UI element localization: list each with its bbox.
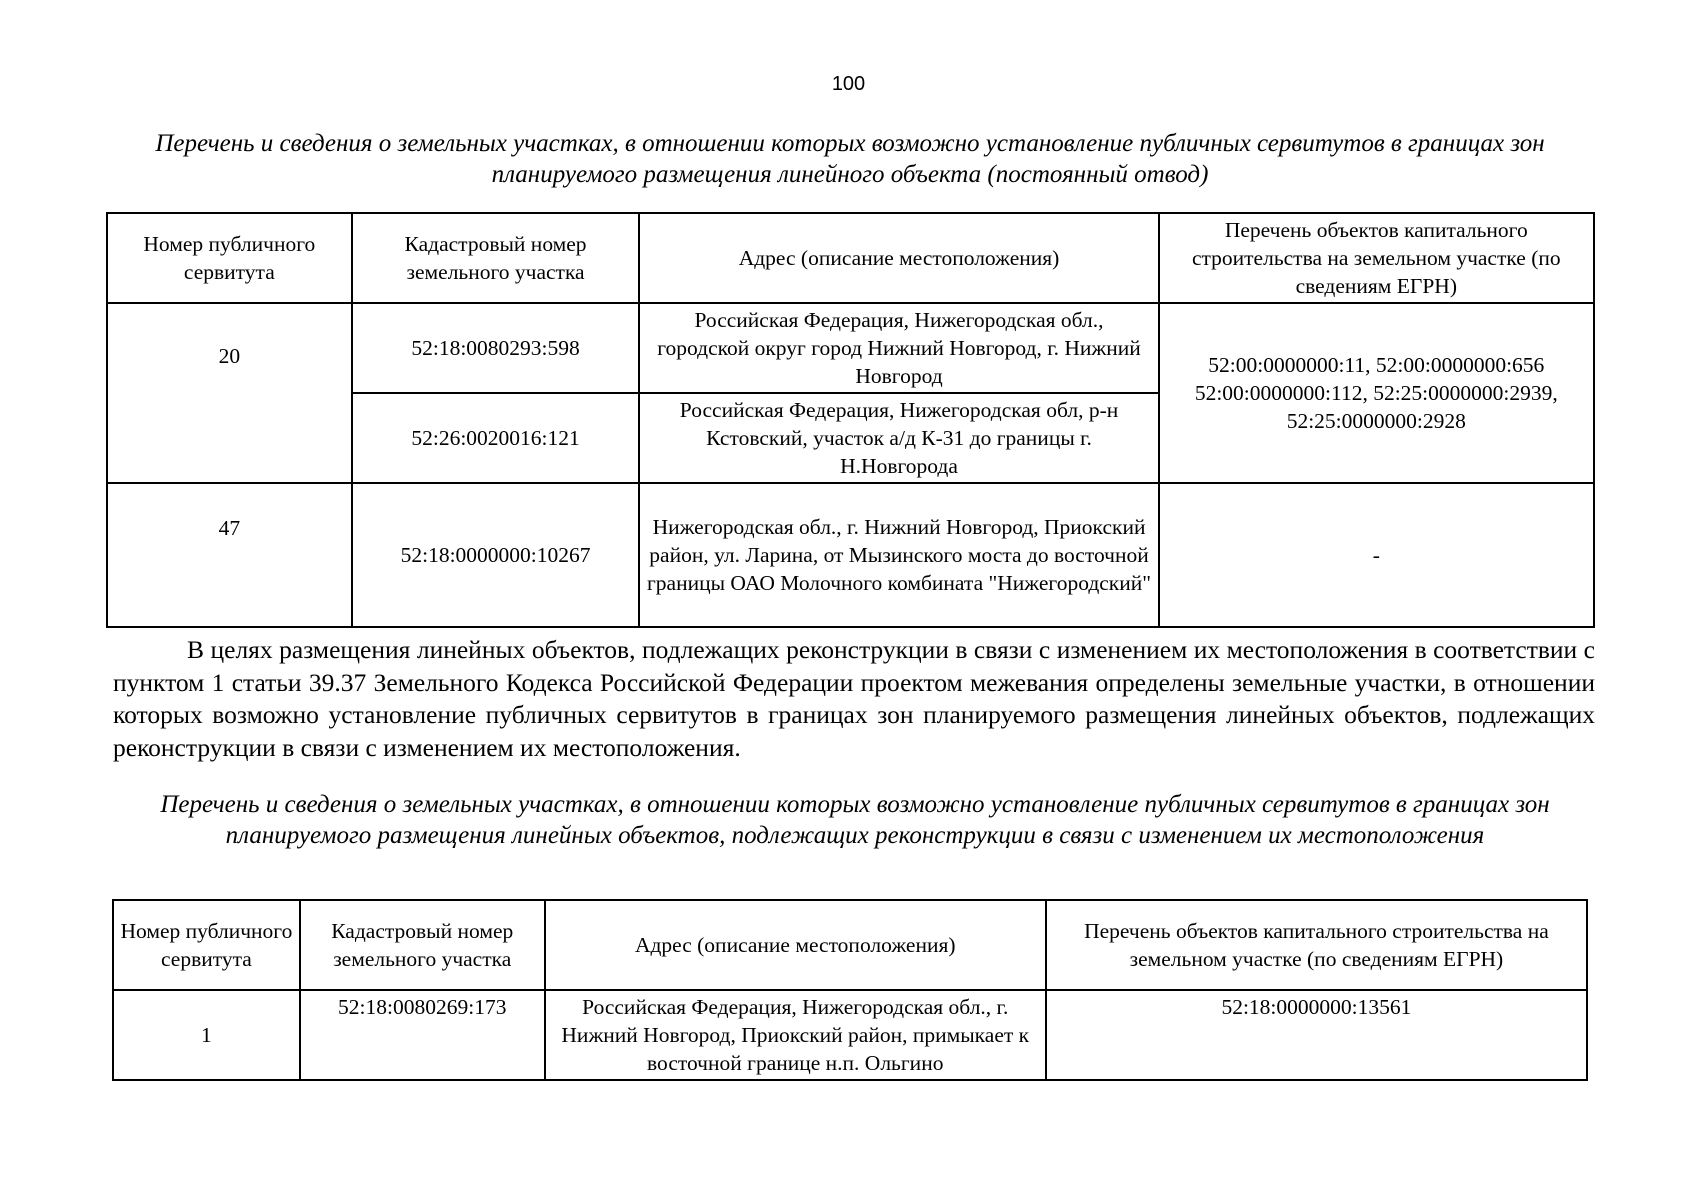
table1-header-row [107,213,1594,303]
objects-cell: - [1159,483,1594,627]
header-cadastral: Кадастровый номер земельного участка [300,900,545,990]
objects-line: 52:00:0000000:11, 52:00:0000000:656 [1208,353,1545,377]
header-cadastral: Кадастровый номер земельного участка [352,213,640,303]
objects-line: 52:00:0000000:112, 52:25:0000000:2939, [1194,381,1558,405]
servitude-number: 1 [113,990,300,1080]
cadastral-number: 52:18:0080293:598 [352,303,640,393]
address-cell: Российская Федерация, Нижегородская обл., г. Нижний Новгород, Приокский район, примыкает к восточной границе н.п. Ольгино [545,990,1046,1080]
table-row [107,303,1594,393]
objects-cell [1159,303,1594,483]
address-cell: Нижегородская обл., г. Нижний Новгород, Приокский район, ул. Ларина, от Мызинского моста до восточной границы ОАО Молочного комбината "Нижегородский" [639,483,1158,627]
table-row [113,990,1587,1080]
table1-caption: Перечень и сведения о земельных участках, в отношении которых возможно установление публичных сервитутов в границах зон планируемого размещения линейного объекта (постоянный отвод) [155,130,1545,188]
cadastral-number: 52:18:0080269:173 [300,990,545,1080]
header-objects: Перечень объектов капитального строительства на земельном участке (по сведениям ЕГРН) [1046,900,1587,990]
table1 [106,212,1595,628]
header-number: Номер публичного сервитута [107,213,352,303]
address-cell: Российская Федерация, Нижегородская обл, р-н Кстовский, участок а/д К-31 до границы г. Н.Новгорода [639,393,1158,483]
cadastral-number: 52:26:0020016:121 [352,393,640,483]
page-number: 100 [831,73,866,95]
header-number: Номер публичного сервитута [113,900,300,990]
header-address: Адрес (описание местоположения) [639,213,1158,303]
objects-cell: 52:18:0000000:13561 [1046,990,1587,1080]
table2 [112,899,1588,1081]
table-row [107,483,1594,627]
paragraph-text: В целях размещения линейных объектов, подлежащих реконструкции в связи с изменением их местоположения в соответствии с пунктом 1 статьи 39.37 Земельного Кодекса Российской Федерации проектом межевания определены земельные участки, в отношении которых возможно установление публичных сервитутов в границах зон планируемого размещения линейных объектов, подлежащих реконструкции в связи с изменением их местоположения. [113,635,1595,762]
servitude-number: 20 [107,303,352,483]
table2-header-row [113,900,1587,990]
objects-line: 52:25:0000000:2928 [1286,409,1466,433]
address-cell: Российская Федерация, Нижегородская обл., городской округ город Нижний Новгород, г. Нижний Новгород [639,303,1158,393]
servitude-number: 47 [107,483,352,627]
header-address: Адрес (описание местоположения) [545,900,1046,990]
table2-caption: Перечень и сведения о земельных участках, в отношении которых возможно установление публичных сервитутов в границах зон планируемого размещения линейных объектов, подлежащих реконструкции в связи с изменением их местоположения [160,791,1550,849]
header-objects: Перечень объектов капитального строительства на земельном участке (по сведениям ЕГРН) [1159,213,1594,303]
body-paragraph [113,634,1595,764]
cadastral-number: 52:18:0000000:10267 [352,483,640,627]
